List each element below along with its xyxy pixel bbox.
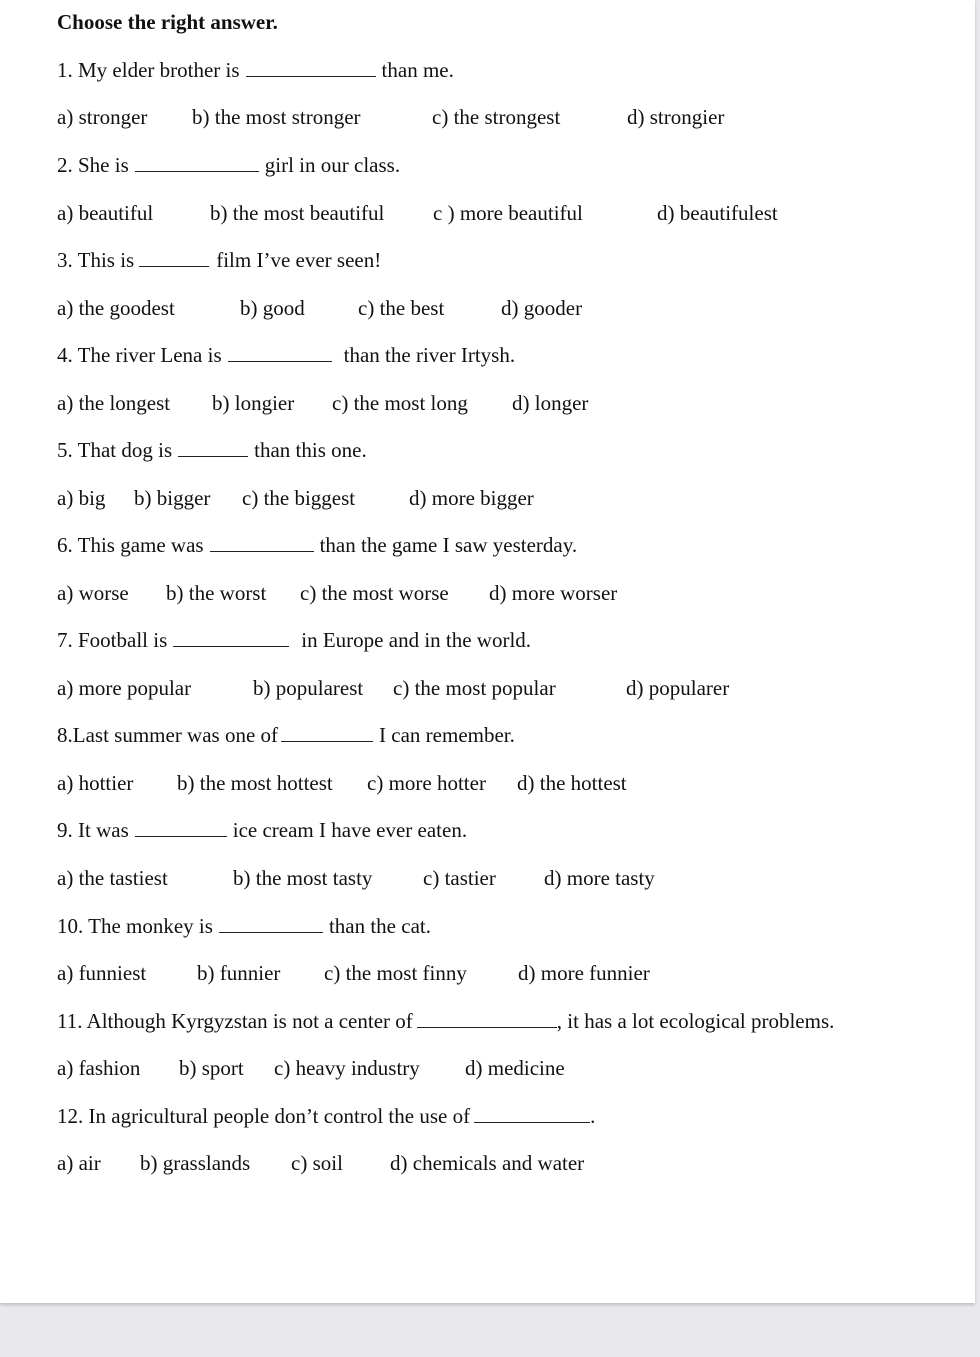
option-c: c ) more beautiful [433,201,583,225]
options-6 [57,581,617,605]
answer-blank [246,58,376,77]
option-d: d) chemicals and water [390,1151,585,1175]
question-text-end: than this one. [254,438,367,462]
option-c: c) the most popular [393,676,556,700]
answer-blank [135,153,259,172]
option-d: d) more worser [489,581,618,605]
option-b: b) bigger [134,486,211,510]
options-3 [57,296,582,320]
options-12 [57,1151,584,1175]
answer-blank [281,723,373,742]
option-c: c) the most worse [300,581,449,605]
question-text-end: than the cat. [328,914,431,938]
answer-blank [228,343,332,362]
question-text: 6. This game was [57,533,204,557]
question-3 [57,248,381,272]
question-12 [57,1104,595,1128]
options-11 [57,1056,565,1080]
option-d: d) more bigger [409,486,534,510]
options-7 [57,676,729,700]
answer-blank [210,533,314,552]
option-d: d) the hottest [517,771,627,795]
options-1 [57,105,724,129]
option-b: b) grasslands [140,1151,251,1175]
option-d: d) strongier [627,105,725,129]
question-text-end: ice cream I have ever eaten. [232,818,468,842]
question-text-end: in Europe and in the world. [301,628,532,652]
question-text-end: than the game I saw yesterday. [319,533,578,557]
question-1 [57,58,454,82]
option-b: b) longier [212,391,295,415]
option-b: b) the most tasty [233,866,373,890]
answer-blank [173,628,289,647]
option-a: a) stronger [57,105,148,129]
option-c: c) the biggest [242,486,356,510]
question-text: 11. Although Kyrgyzstan is not a center of [57,1009,413,1033]
question-9 [57,818,467,842]
question-text-end: , it has a lot ecological problems. [556,1009,835,1033]
option-a: a) air [57,1151,101,1175]
question-text: 12. In agricultural people don’t control the use of [57,1104,471,1128]
question-text: 8.Last summer was one of [57,723,279,747]
question-text: 9. It was [57,818,129,842]
question-10 [57,914,431,938]
option-b: b) the most beautiful [210,201,385,225]
question-5 [57,438,367,462]
question-text-end: . [590,1104,596,1128]
question-2 [57,153,400,177]
option-d: d) gooder [501,296,583,320]
option-a: a) funniest [57,961,147,985]
question-text: 1. My elder brother is [57,58,240,82]
option-d: d) medicine [465,1056,565,1080]
option-a: a) the tastiest [57,866,168,890]
option-c: c) the most finny [324,961,467,985]
question-8 [57,723,515,747]
option-a: a) big [57,486,106,510]
question-text-end: film I’ve ever seen! [216,248,382,272]
question-6 [57,533,577,557]
options-2 [57,201,778,225]
options-8 [57,771,627,795]
option-c: c) the best [358,296,445,320]
question-text: 2. She is [57,153,129,177]
answer-blank [474,1104,590,1123]
question-text: 7. Football is [57,628,168,652]
option-a: a) hottier [57,771,134,795]
option-d: d) longer [512,391,589,415]
option-c: c) more hotter [367,771,486,795]
option-a: a) fashion [57,1056,141,1080]
option-a: a) beautiful [57,201,154,225]
question-7 [57,628,531,652]
option-b: b) the worst [166,581,267,605]
question-text: 10. The monkey is [57,914,213,938]
answer-blank [417,1009,557,1028]
option-c: c) soil [291,1151,343,1175]
option-b: b) popularest [253,676,364,700]
option-d: d) popularer [626,676,730,700]
question-text: 3. This is [57,248,135,272]
option-b: b) the most hottest [177,771,333,795]
question-text-end: than the river Irtysh. [343,343,516,367]
option-c: c) tastier [423,866,496,890]
answer-blank [219,914,323,933]
question-4 [57,343,515,367]
option-a: a) the longest [57,391,171,415]
option-c: c) heavy industry [274,1056,420,1080]
option-a: a) the goodest [57,296,175,320]
question-text-end: girl in our class. [264,153,401,177]
answer-blank [139,248,209,267]
options-9 [57,866,655,890]
answer-blank [135,818,227,837]
question-text: 4. The river Lena is [57,343,222,367]
question-text: 5. That dog is [57,438,173,462]
option-b: b) the most stronger [192,105,361,129]
question-text-end: I can remember. [379,723,515,747]
answer-blank [178,438,248,457]
option-d: d) more funnier [518,961,650,985]
option-b: b) good [240,296,305,320]
question-11 [57,1009,834,1033]
option-d: d) beautifulest [657,201,778,225]
options-4 [57,391,588,415]
question-text-end: than me. [381,58,454,82]
option-b: b) funnier [197,961,281,985]
option-a: a) worse [57,581,129,605]
option-d: d) more tasty [544,866,655,890]
worksheet-title: Choose the right answer. [57,10,278,34]
option-c: c) the strongest [432,105,561,129]
option-b: b) sport [179,1056,244,1080]
option-c: c) the most long [332,391,468,415]
options-10 [57,961,650,985]
option-a: a) more popular [57,676,192,700]
options-5 [57,486,534,510]
